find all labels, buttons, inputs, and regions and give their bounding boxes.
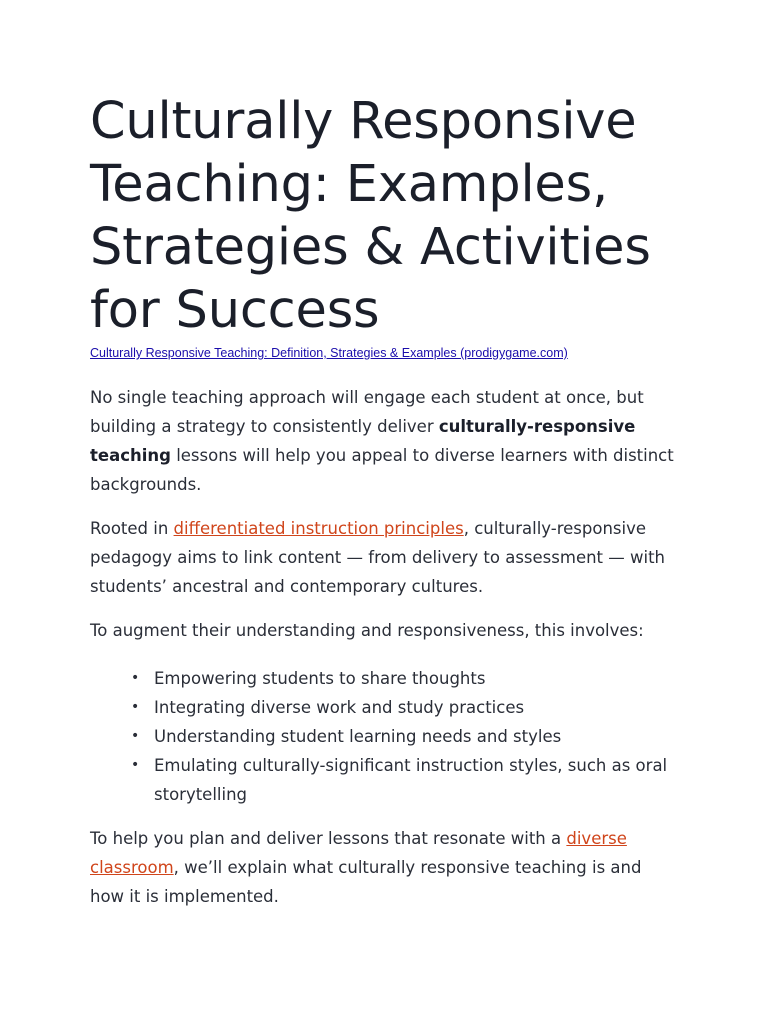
list-item (131, 722, 676, 751)
rooted-text-start: Rooted in (90, 519, 174, 538)
bullet-icon: • (131, 670, 140, 686)
list-item (131, 751, 676, 809)
intro-bold-phrase: culturally-responsive teaching (90, 417, 636, 465)
augment-paragraph: To augment their understanding and responsiveness, this involves: (90, 621, 644, 640)
rooted-paragraph (90, 514, 676, 601)
diverse-classroom-link[interactable]: diverse classroom (90, 829, 627, 877)
closing-paragraph (90, 824, 676, 911)
intro-text-start: No single teaching approach will engage each student at once, but building a strategy to consistently deliver (90, 388, 644, 436)
closing-text-start: To help you plan and deliver lessons that resonate with a (90, 829, 567, 848)
list-item-text: Understanding student learning needs and styles (154, 727, 562, 746)
list-item-text: Emulating culturally-significant instruction styles, such as oral storytelling (154, 756, 668, 804)
differentiated-instruction-link[interactable]: differentiated instruction principles (173, 519, 464, 538)
source-link[interactable]: Culturally Responsive Teaching: Definition, Strategies & Examples (prodigygame.com) (90, 346, 568, 360)
involves-list (90, 664, 676, 809)
list-item-text: Empowering students to share thoughts (154, 669, 486, 688)
article-title: Culturally Responsive Teaching: Examples, Strategies & Activities for Success (90, 92, 651, 340)
intro-text-end: lessons will help you appeal to diverse learners with distinct backgrounds. (90, 446, 674, 494)
rooted-text-end: , culturally-responsive pedagogy aims to link content — from delivery to assessment — with students’ ancestral and contemporary cultures. (90, 519, 666, 596)
closing-text-end: , we’ll explain what culturally responsive teaching is and how it is implemented. (90, 858, 642, 906)
bullet-icon: • (131, 757, 140, 773)
list-item (131, 664, 676, 693)
intro-paragraph (90, 383, 676, 499)
bullet-icon: • (131, 728, 140, 744)
list-item (131, 693, 676, 722)
bullet-icon: • (131, 699, 140, 715)
list-item-text: Integrating diverse work and study practices (154, 698, 525, 717)
